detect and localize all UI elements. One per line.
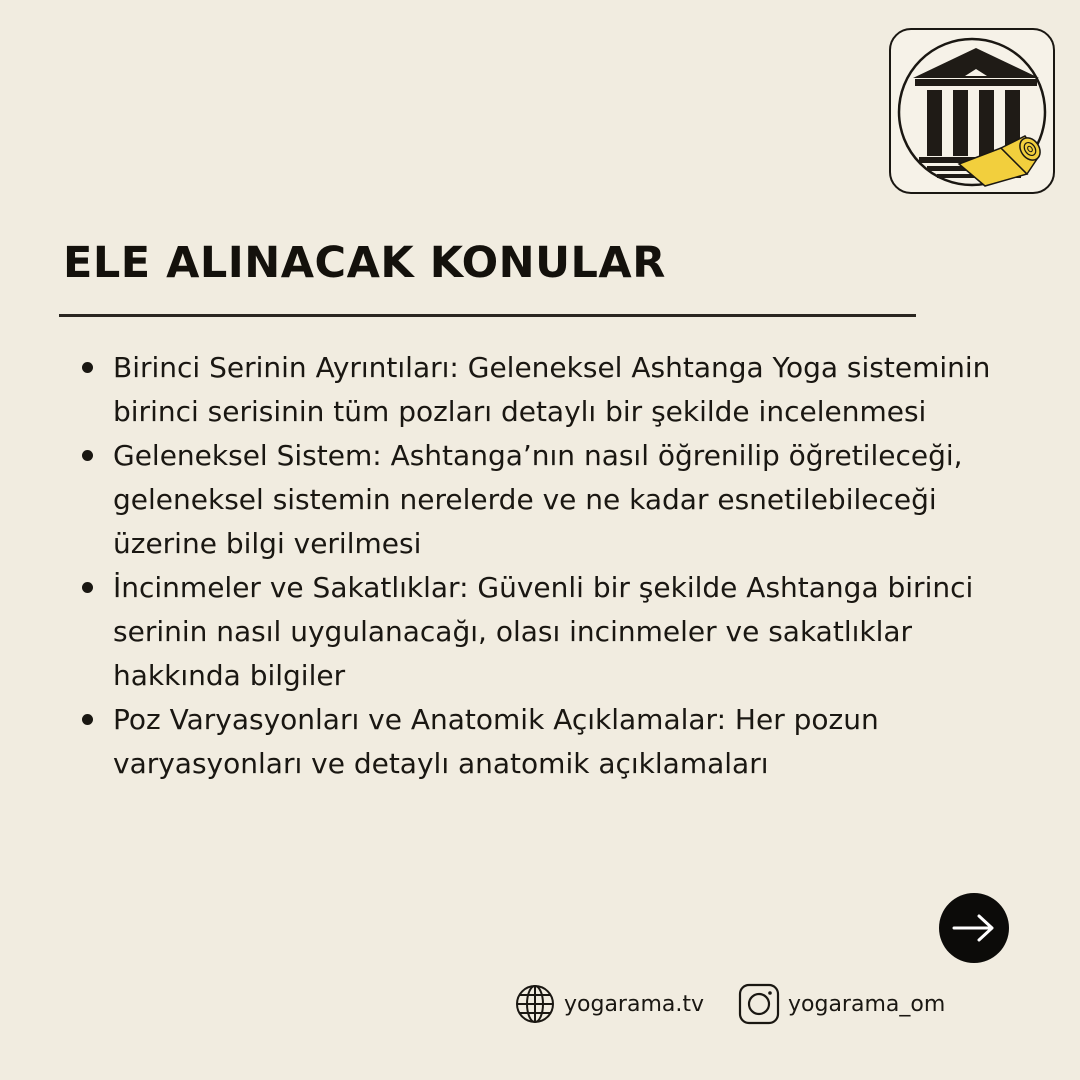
instagram-text: yogarama_om <box>788 991 946 1017</box>
bullet-dot <box>82 362 93 373</box>
list-item <box>82 566 1012 698</box>
list-item <box>82 698 1012 786</box>
temple-with-rolled-mat-logo-icon <box>897 36 1047 188</box>
website-text: yogarama.tv <box>564 991 705 1017</box>
brand-logo <box>889 28 1055 194</box>
list-item <box>82 346 1012 434</box>
instagram-link[interactable] <box>738 982 945 1026</box>
bullet-dot <box>82 582 93 593</box>
list-item <box>82 434 1012 566</box>
instagram-icon <box>738 983 780 1025</box>
globe-icon <box>514 983 556 1025</box>
bullet-dot <box>82 714 93 725</box>
topic-text: İncinmeler ve Sakatlıklar: Güvenli bir şekilde Ashtanga birinci serinin nasıl uygulanacağı, olası incinmeler ve sakatlıklar hakkında bilgiler <box>113 571 974 692</box>
topic-text: Birinci Serinin Ayrıntıları: Geleneksel Ashtanga Yoga sisteminin birinci serisinin tüm pozları detaylı bir şekilde incelenmesi <box>113 351 991 428</box>
topic-text: Geleneksel Sistem: Ashtanga’nın nasıl öğrenilip öğretileceği, geleneksel sistemin nerelerde ve ne kadar esnetilebileceği üzerine bilgi verilmesi <box>113 439 963 560</box>
next-slide-button[interactable] <box>939 893 1009 963</box>
bullet-dot <box>82 450 93 461</box>
arrow-right-icon <box>952 913 996 943</box>
website-link[interactable] <box>514 982 704 1026</box>
topics-list <box>82 346 1012 786</box>
title-divider <box>59 314 916 317</box>
page-title: ELE ALINACAK KONULAR <box>63 238 666 288</box>
topic-text: Poz Varyasyonları ve Anatomik Açıklamalar: Her pozun varyasyonları ve detaylı anatomik açıklamaları <box>113 703 879 780</box>
